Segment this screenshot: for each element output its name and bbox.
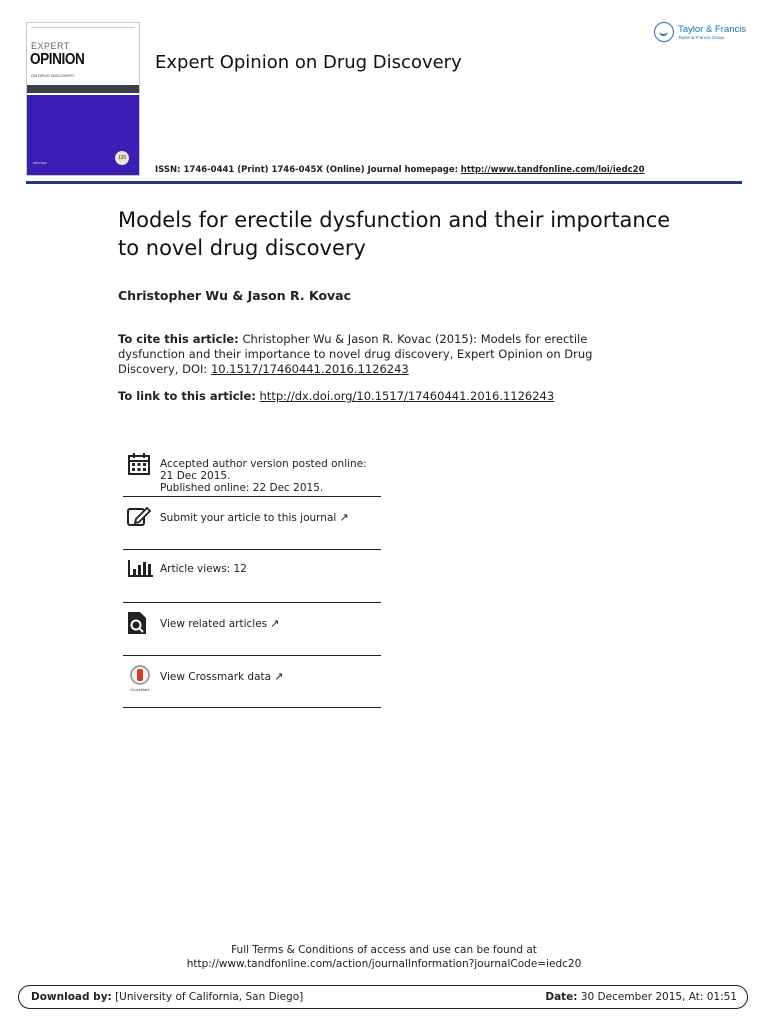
views-text: Article views: 12 xyxy=(160,563,247,575)
citation-block xyxy=(118,332,648,377)
cite-text: Christopher Wu & Jason R. Kovac (2015): Models for erectile dysfunction and their importance to novel drug discovery, Expert Opinion on Drug Discovery, DOI: xyxy=(118,332,593,376)
accepted-info xyxy=(123,450,381,497)
download-by xyxy=(31,991,303,1003)
terms-notice xyxy=(0,943,768,971)
journal-title: Expert Opinion on Drug Discovery xyxy=(155,52,462,73)
cover-subtitle: ON DRUG DISCOVERY xyxy=(31,73,75,78)
doi-link[interactable]: 10.1517/17460441.2016.1126243 xyxy=(210,362,409,376)
issn-label: ISSN: 1746-0441 (Print) 1746-045X (Online) Journal homepage: xyxy=(155,165,459,175)
date-value: 30 December 2015, At: 01:51 xyxy=(580,991,737,1003)
terms-line-1: Full Terms & Conditions of access and use can be found at xyxy=(231,944,537,956)
crossmark-link[interactable] xyxy=(123,656,381,708)
download-date xyxy=(545,991,737,1003)
document-search-icon xyxy=(127,611,147,639)
logo-group: Taylor & Francis Group xyxy=(678,34,725,40)
crossmark-caption: CrossMark xyxy=(130,687,150,692)
cite-label: To cite this article: xyxy=(118,332,239,346)
article-title: Models for erectile dysfunction and their importance to novel drug discovery xyxy=(118,208,671,260)
taylor-francis-logo xyxy=(654,22,746,42)
calendar-icon xyxy=(127,452,151,480)
logo-name: Taylor & Francis xyxy=(678,23,747,35)
published-text: Published online: 22 Dec 2015. xyxy=(160,482,324,494)
edit-icon xyxy=(127,505,151,531)
journal-homepage-link[interactable]: http://www.tandfonline.com/loi/iedc20 xyxy=(460,165,645,175)
terms-link[interactable]: http://www.tandfonline.com/action/journalInformation?journalCode=iedc20 xyxy=(186,958,582,970)
related-articles-link[interactable] xyxy=(123,603,381,656)
external-link-icon: ↗ xyxy=(270,617,280,630)
accepted-text: Accepted author version posted online: 21 Dec 2015. xyxy=(160,458,367,482)
crossmark-icon xyxy=(127,664,153,696)
issn-line xyxy=(155,165,645,175)
journal-cover-image xyxy=(26,22,140,176)
submit-text: Submit your article to this journal xyxy=(160,512,337,524)
date-label: Date: xyxy=(545,991,578,1003)
link-line xyxy=(118,389,554,403)
link-label: To link to this article: xyxy=(118,389,256,403)
related-text: View related articles xyxy=(160,618,268,630)
article-authors: Christopher Wu & Jason R. Kovac xyxy=(118,288,352,303)
external-link-icon: ↗ xyxy=(339,511,349,524)
taylor-francis-icon xyxy=(654,22,674,42)
bar-chart-icon xyxy=(127,558,153,582)
submit-article-link[interactable] xyxy=(123,497,381,550)
article-doi-url[interactable]: http://dx.doi.org/10.1517/17460441.2016.1126243 xyxy=(259,389,555,403)
article-views xyxy=(123,550,381,603)
download-value: [University of California, San Diego] xyxy=(115,991,304,1003)
external-link-icon: ↗ xyxy=(274,670,284,683)
cover-expert-text: EXPERT xyxy=(31,41,70,51)
cover-opinion-text: OPINION xyxy=(30,51,85,68)
cover-badge: 120 xyxy=(115,151,129,165)
crossmark-text: View Crossmark data xyxy=(160,671,272,683)
download-info-bar xyxy=(18,985,748,1009)
download-label: Download by: xyxy=(31,991,112,1003)
header-divider xyxy=(26,181,742,184)
cover-publisher: informa xyxy=(33,160,47,165)
